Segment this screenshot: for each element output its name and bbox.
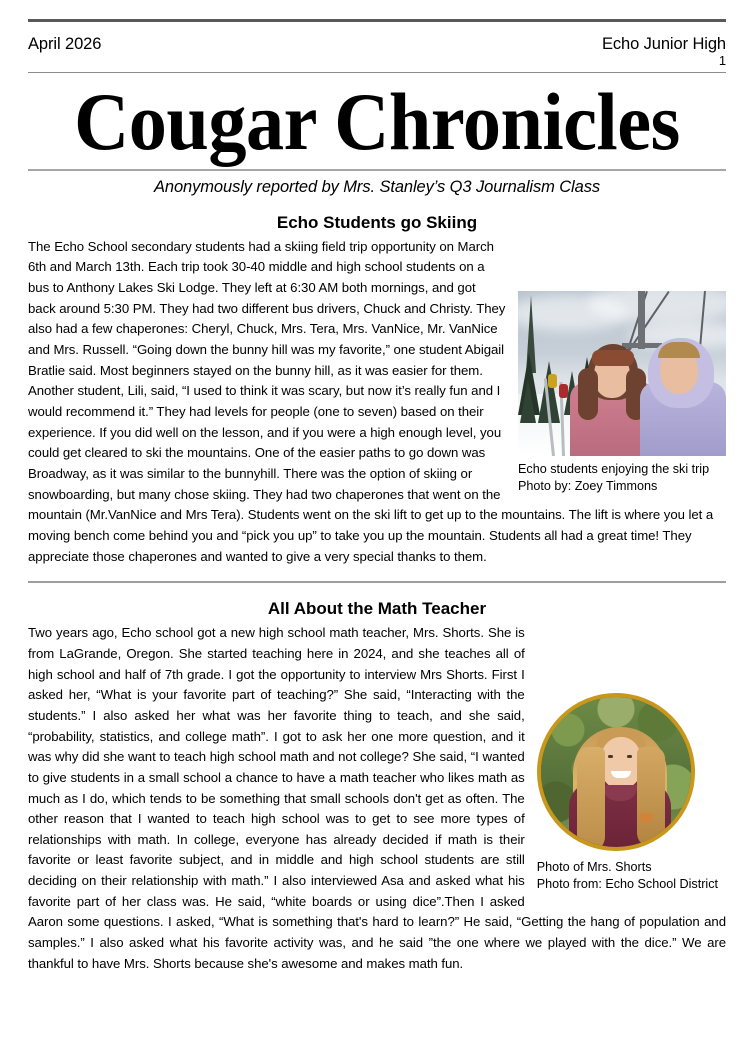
article-divider-rule bbox=[28, 581, 726, 583]
ski-trip-photo bbox=[518, 291, 726, 456]
skier-lavender bbox=[640, 334, 726, 456]
page-header bbox=[28, 22, 726, 69]
article-skiing-title: Echo Students go Skiing bbox=[276, 212, 478, 232]
article-math-teacher-title: All About the Math Teacher bbox=[267, 599, 487, 619]
portrait-face bbox=[600, 737, 642, 789]
issue-date: April 2026 bbox=[28, 35, 102, 53]
ski-photo-caption bbox=[518, 456, 726, 495]
figure-mrs-shorts bbox=[537, 693, 718, 893]
portrait-eye-right bbox=[627, 755, 632, 758]
article-math-teacher-paragraph: Two years ago, Echo school got a new high school math teacher, Mrs. Shorts. She is from LaGrande, Oregon. She started teaching here in 2024, and she teaches all of high school and half of 7th grade. I got the opportunity to interview Mrs Shorts. First I asked her, “What is your favorite part of teaching?” She said, “Interacting with the students.” I also asked her what was her favorite thing to teach, and she said, “probability, statistics, and college math”. I got to ask her one more question, and it was why did she want to teach high school math and not college? She said, “I wanted to give students in a small school a chance to have a math teacher who likes math as much as I do, which tends to be something that small schools don't get as often. The other reason that I wanted to teach high school was to get to see more types of relationships with math. In college, everyone has already decided if math is their favorite or least favorite subject, and in middle and high school students are still deciding on their relationship with math.” I also interviewed Asa and asked what his favorite part of her class was. He said, “white boards or using dice”.Then I asked Aaron some questions. I asked, “What is something that's hard to learn?” He said, “Getting the hang of population and samples.” I also asked what his favorite activity was, and he said ”the one where we played with the dice.” We are thankful to have Mrs. Shorts because she's awesome and makes math fun. bbox=[28, 625, 726, 971]
article-skiing-paragraph: The Echo School secondary students had a skiing field trip opportunity on March 6th and March 13th. Each trip took 30-40 middle and high school students on a bus to Anthony Lakes Ski Lodge. They left at 6:30 AM both mornings, and got back around 5:30 PM. They had two different bus drivers, Chuck and Christy. They also had a few chaperones: Cheryl, Chuck, Mrs. Tera, Mrs. VanNice, Mr. VanNice and Mrs. Russell. “Going down the bunny hill was my favorite,” one student Abigail Bratlie said. Most beginners stayed on the bunny hill, as it was easier for them. Another student, Lili, said, “I used to think it was scary, but now it’s really fun and I would recommend it.” They had levels for people (one to seven) based on their experience. If you did well on the lesson, and if you were a high enough level, you could get cleared to ski the mountains. One of the easier paths to go down was Broadway, as it was similar to the bunnyhill. There was the option of skiing or snowboarding, but many chose skiing. They had two chaperones that went on the mountain (Mr.VanNice and Mrs Tera). Students went on the ski lift to get up to the mountains. The lift is where you let a moving bench come behind you and “pick you up” to take you up the mountain. Students all had a great time! They appreciate those chaperones and wanted to give a very special thanks to them. bbox=[28, 238, 714, 564]
portrait-hair-left bbox=[577, 747, 605, 851]
article-math-teacher bbox=[28, 599, 726, 974]
portrait-eye-left bbox=[608, 755, 613, 758]
masthead-title: Cougar Chronicles bbox=[74, 76, 680, 168]
ski-caption-line-2: Photo by: Zoey Timmons bbox=[518, 478, 658, 493]
teacher-photo-caption bbox=[537, 851, 718, 893]
masthead-divider-rule bbox=[28, 169, 726, 171]
figure-ski-trip bbox=[518, 291, 726, 495]
school-name: Echo Junior High bbox=[601, 35, 726, 53]
newsletter-page bbox=[0, 19, 754, 1043]
header-divider-rule bbox=[28, 72, 726, 73]
portrait-hair-right bbox=[637, 747, 665, 847]
masthead-tagline: Anonymously reported by Mrs. Stanley’s Q3 Journalism Class bbox=[154, 177, 600, 196]
page-number: 1 bbox=[718, 53, 726, 69]
portrait-shirt-logo bbox=[639, 813, 653, 822]
article-skiing bbox=[28, 213, 726, 568]
header-right-group bbox=[602, 35, 726, 69]
ski-poles bbox=[546, 370, 580, 456]
teacher-caption-line-2: Photo from: Echo School District bbox=[536, 877, 718, 892]
teacher-caption-line-1: Photo of Mrs. Shorts bbox=[536, 860, 652, 875]
mrs-shorts-portrait bbox=[537, 693, 695, 851]
ski-caption-line-1: Echo students enjoying the ski trip bbox=[518, 461, 710, 476]
